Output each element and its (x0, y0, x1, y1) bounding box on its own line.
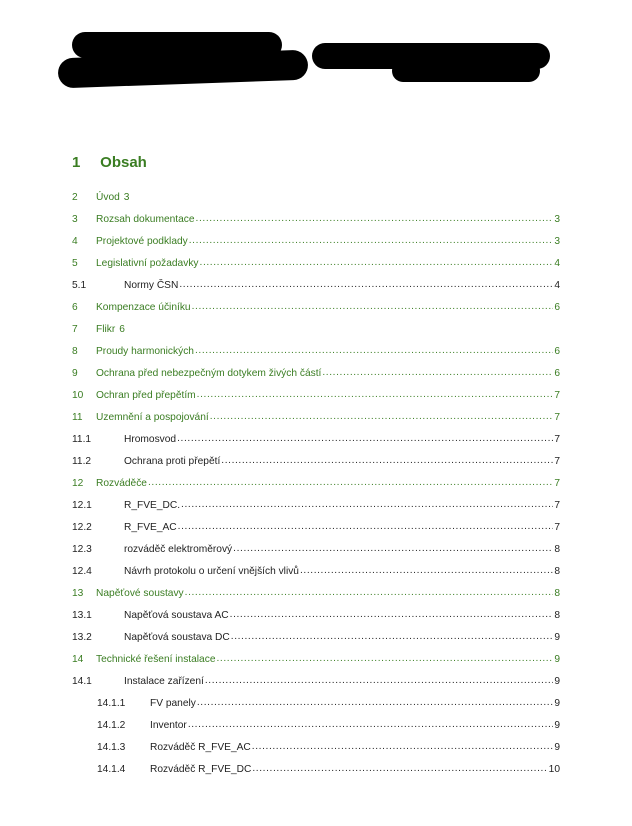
toc-entry-title[interactable]: Napěťová soustava DC (124, 631, 230, 643)
toc-entry-number: 13 (72, 587, 84, 599)
toc-entry-number: 3 (72, 213, 78, 225)
toc-leader-dots (300, 565, 553, 577)
toc-leader-dots (148, 477, 553, 489)
toc-entry-title[interactable]: Rozváděče (96, 477, 147, 489)
toc-entry-page[interactable]: 10 (548, 763, 560, 775)
toc-entry-number: 14 (72, 653, 84, 665)
toc-entry-page[interactable]: 9 (554, 719, 560, 731)
toc-entry-title[interactable]: FV panely (150, 697, 196, 709)
toc-entry[interactable] (72, 428, 560, 450)
toc-entry[interactable] (72, 296, 560, 318)
toc-entry-number: 13.2 (72, 631, 92, 643)
toc-entry-title[interactable]: Normy ČSN (124, 279, 179, 291)
toc-entry-title[interactable]: R_FVE_AC (124, 521, 177, 533)
toc-entry[interactable] (72, 692, 560, 714)
toc-leader-dots (216, 653, 553, 665)
toc-leader-dots (197, 389, 554, 401)
toc-entry[interactable] (72, 560, 560, 582)
toc-entry-number: 5 (72, 257, 78, 269)
toc-entry-title[interactable]: Projektové podklady (96, 235, 188, 247)
toc-entry-title[interactable]: Ochrana před nebezpečným dotykem živých částí (96, 367, 322, 379)
toc-entry-title[interactable]: Kompenzace účiníku (96, 301, 191, 313)
toc-heading (72, 154, 147, 171)
toc-leader-dots (192, 301, 554, 313)
toc-entry[interactable] (72, 252, 560, 274)
toc-leader-dots (177, 433, 553, 445)
toc-entry-number: 11.2 (72, 455, 92, 467)
toc-entry-title[interactable]: Ochran před přepětím (96, 389, 196, 401)
toc-entry-number: 6 (72, 301, 78, 313)
toc-entry-page[interactable]: 3 (554, 213, 560, 225)
toc-leader-dots (230, 609, 554, 621)
toc-entry-page[interactable]: 7 (554, 389, 560, 401)
toc-entry[interactable] (72, 648, 560, 670)
toc-entry-page[interactable]: 6 (554, 345, 560, 357)
toc-entry-page[interactable]: 6 (554, 301, 560, 313)
toc-entry[interactable] (72, 714, 560, 736)
toc-entry-number: 10 (72, 389, 84, 401)
toc-entry-title[interactable]: Rozváděč R_FVE_AC (150, 741, 251, 753)
toc-entry-number: 11.1 (72, 433, 92, 445)
toc-entry-page[interactable]: 6 (554, 367, 560, 379)
toc-entry-page[interactable]: 4 (554, 257, 560, 269)
toc-entry-page[interactable]: 8 (554, 609, 560, 621)
toc-entry-page[interactable]: 7 (554, 499, 560, 511)
toc-leader-dots (181, 499, 553, 511)
toc-entry-number: 12 (72, 477, 84, 489)
toc-entry[interactable] (72, 208, 560, 230)
toc-entry-page[interactable]: 9 (554, 741, 560, 753)
toc-entry-title[interactable]: Návrh protokolu o určení vnějších vlivů (124, 565, 299, 577)
toc-leader-dots (189, 235, 554, 247)
toc-entry-title[interactable]: Flikr (96, 323, 116, 335)
toc-heading-number: 1 (72, 154, 81, 171)
toc-entry-number: 5.1 (72, 279, 87, 291)
toc-entry-page[interactable]: 9 (554, 697, 560, 709)
toc-entry-number: 11 (72, 411, 83, 423)
toc-entry-page[interactable]: 3 (123, 191, 130, 203)
toc-entry[interactable] (72, 450, 560, 472)
table-of-contents (72, 186, 560, 780)
toc-entry-title[interactable]: Instalace zařízení (124, 675, 204, 687)
toc-leader-dots (188, 719, 554, 731)
toc-entry-number: 14.1.1 (97, 697, 126, 709)
toc-entry[interactable] (72, 318, 560, 340)
toc-entry[interactable] (72, 186, 560, 208)
toc-entry[interactable] (72, 670, 560, 692)
toc-leader-dots (233, 543, 553, 555)
toc-leader-dots (205, 675, 553, 687)
toc-entry-number: 14.1.2 (97, 719, 126, 731)
toc-leader-dots (197, 697, 553, 709)
toc-entry-title[interactable]: Technické řešení instalace (96, 653, 216, 665)
toc-entry-number: 13.1 (72, 609, 92, 621)
toc-entry-page[interactable]: 6 (119, 323, 125, 335)
toc-entry-number: 14.1.3 (97, 741, 126, 753)
toc-entry-page[interactable]: 7 (554, 411, 560, 423)
redaction-mark (392, 60, 540, 82)
toc-entry-title[interactable]: R_FVE_DC. (124, 499, 181, 511)
toc-leader-dots (231, 631, 554, 643)
toc-entry-number: 7 (72, 323, 78, 335)
toc-entry-page[interactable]: 4 (554, 279, 560, 291)
toc-entry-title[interactable]: Legislativní požadavky (96, 257, 199, 269)
toc-entry-page[interactable]: 7 (554, 477, 560, 489)
toc-entry-title[interactable]: Ochrana proti přepětí (124, 455, 221, 467)
toc-entry-page[interactable]: 7 (554, 433, 560, 445)
toc-entry[interactable] (72, 736, 560, 758)
toc-entry[interactable] (72, 758, 560, 780)
toc-entry[interactable] (72, 604, 560, 626)
toc-entry-title[interactable]: Uzemnění a pospojování (96, 411, 209, 423)
toc-entry-page[interactable]: 9 (554, 631, 560, 643)
toc-entry-page[interactable]: 7 (554, 455, 560, 467)
toc-entry-title[interactable]: Napěťová soustava AC (124, 609, 229, 621)
toc-entry-number: 12.2 (72, 521, 92, 533)
toc-entry-title[interactable]: Rozsah dokumentace (96, 213, 195, 225)
toc-entry[interactable] (72, 516, 560, 538)
toc-entry-title[interactable]: Inventor (150, 719, 187, 731)
toc-entry[interactable] (72, 274, 560, 296)
toc-leader-dots (200, 257, 554, 269)
toc-entry-number: 12.1 (72, 499, 92, 511)
toc-entry-title[interactable]: Napěťové soustavy (96, 587, 184, 599)
toc-entry-title[interactable]: Proudy harmonických (96, 345, 194, 357)
toc-entry[interactable] (72, 494, 560, 516)
toc-leader-dots (179, 279, 553, 291)
toc-entry-title[interactable]: Hromosvod (124, 433, 177, 445)
toc-entry[interactable] (72, 582, 560, 604)
toc-leader-dots (178, 521, 554, 533)
toc-leader-dots (210, 411, 554, 423)
toc-entry-title[interactable]: rozváděč elektroměrový (124, 543, 233, 555)
toc-entry-page[interactable]: 8 (554, 543, 560, 555)
toc-entry[interactable] (72, 362, 560, 384)
toc-heading-title: Obsah (100, 154, 147, 171)
toc-entry[interactable] (72, 472, 560, 494)
toc-leader-dots (185, 587, 554, 599)
toc-leader-dots (195, 345, 553, 357)
toc-entry-number: 12.3 (72, 543, 92, 555)
toc-entry[interactable] (72, 626, 560, 648)
toc-entry-page[interactable]: 8 (554, 587, 560, 599)
toc-leader-dots (252, 741, 554, 753)
toc-leader-dots (196, 213, 554, 225)
toc-entry-number: 2 (72, 191, 78, 203)
toc-leader-dots (322, 367, 553, 379)
toc-entry-number: 9 (72, 367, 78, 379)
toc-entry[interactable] (72, 406, 560, 428)
toc-entry[interactable] (72, 340, 560, 362)
toc-entry-number: 4 (72, 235, 78, 247)
toc-leader-dots (221, 455, 553, 467)
toc-entry[interactable] (72, 230, 560, 252)
toc-entry-title[interactable]: Úvod (96, 191, 120, 203)
toc-entry-number: 14.1.4 (97, 763, 126, 775)
toc-entry-title[interactable]: Rozváděč R_FVE_DC (150, 763, 252, 775)
toc-entry-page[interactable]: 9 (554, 653, 560, 665)
toc-entry-number: 8 (72, 345, 78, 357)
toc-entry[interactable] (72, 384, 560, 406)
toc-entry-page[interactable]: 7 (554, 521, 560, 533)
toc-entry-number: 14.1 (72, 675, 92, 687)
toc-entry-page[interactable]: 9 (554, 675, 560, 687)
toc-entry-page[interactable]: 8 (554, 565, 560, 577)
toc-entry-page[interactable]: 3 (554, 235, 560, 247)
toc-leader-dots (252, 763, 547, 775)
toc-entry-number: 12.4 (72, 565, 92, 577)
toc-entry[interactable] (72, 538, 560, 560)
